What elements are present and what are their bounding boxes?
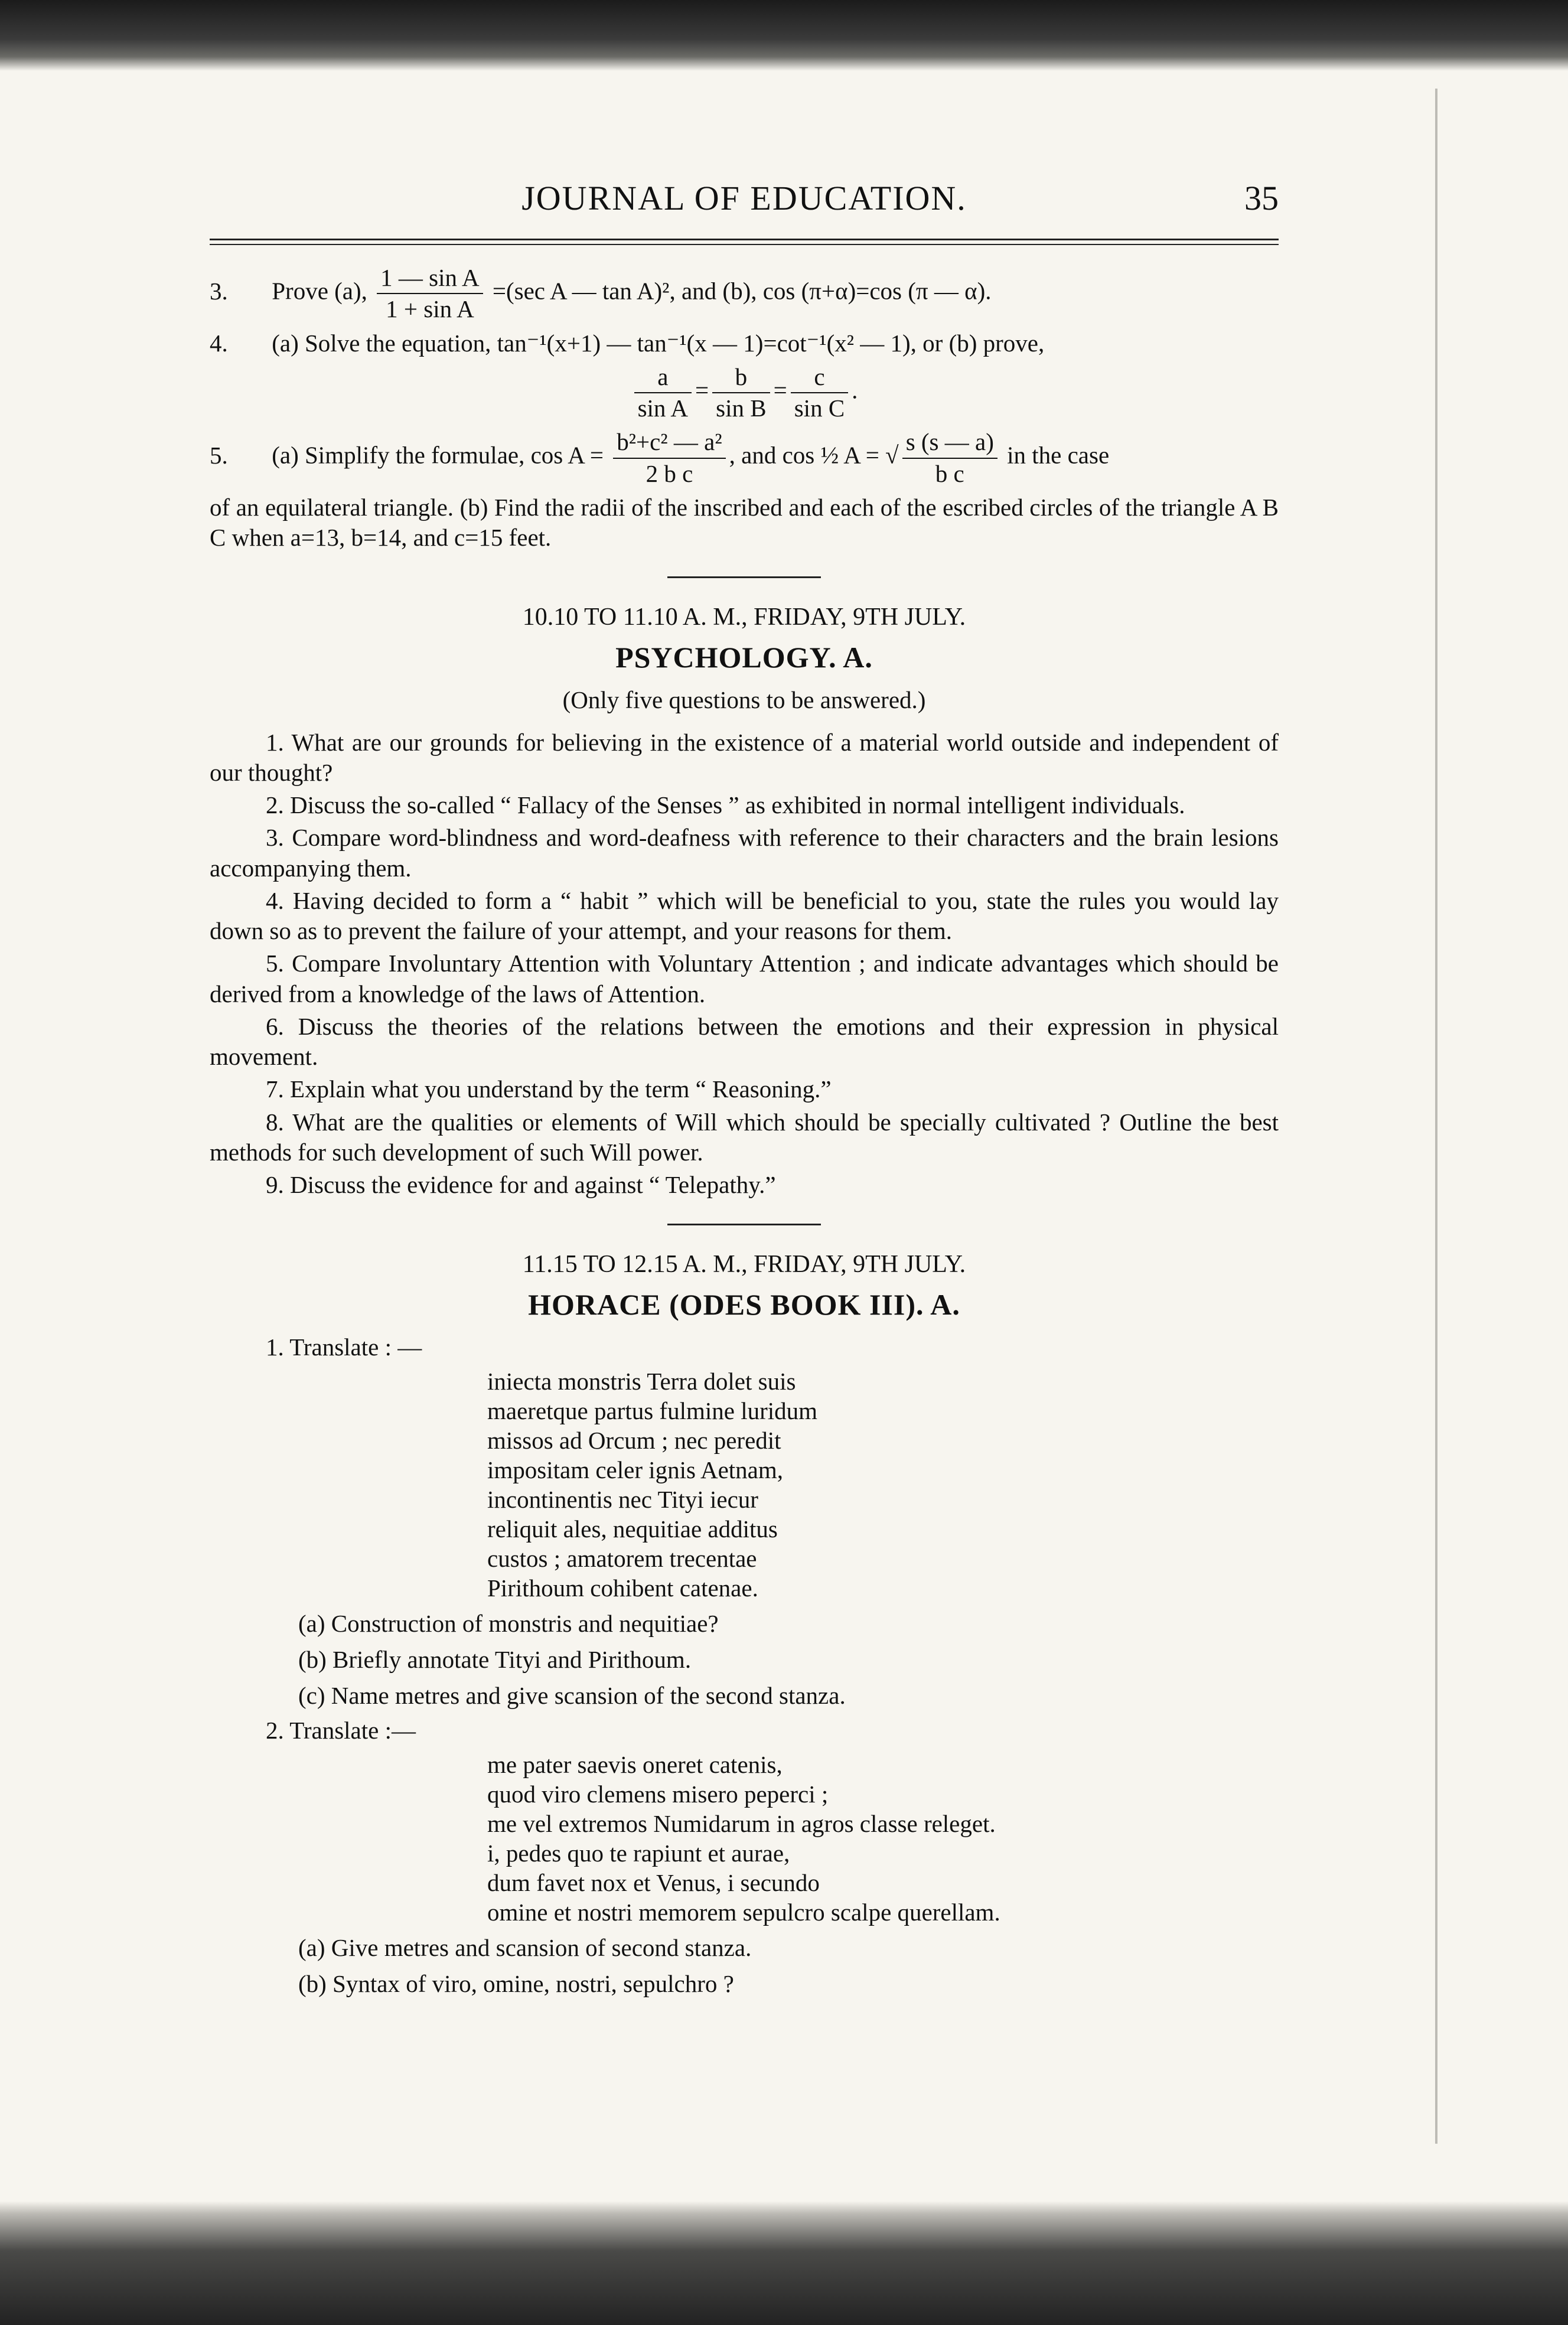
math-question-4: 4. (a) Solve the equation, tan⁻¹(x+1) — tan⁻¹(x — 1)=cot⁻¹(x² — 1), or (b) prove, — [210, 329, 1045, 357]
section-divider — [667, 576, 821, 578]
binding-margin — [1435, 89, 1437, 2144]
horace-question-2-label: 2. Translate :— — [266, 1717, 416, 1744]
document-page — [210, 177, 1279, 2001]
section-divider — [667, 1224, 821, 1225]
list-item: 3. Compare word-blindness and word-deafness with reference to their characters and the brain lesions accompanying them. — [210, 824, 1279, 882]
list-item: 7. Explain what you understand by the term “ Reasoning.” — [266, 1075, 832, 1103]
horace-time: 11.15 TO 12.15 A. M., FRIDAY, 9TH JULY. — [522, 1251, 966, 1279]
verse-line: dum favet nox et Venus, i secundo — [487, 1869, 820, 1896]
scan-edge-top — [0, 0, 1568, 71]
fraction: $\frac{\text{1 — sin A}}{\text{1 + sin A}}$ — [377, 263, 483, 325]
list-item: 1. What are our grounds for believing in the existence of a material world outside and independent of our thought? — [210, 728, 1279, 786]
psychology-note: (Only five questions to be answered.) — [562, 686, 926, 714]
verse-line: i, pedes quo te rapiunt et aurae, — [487, 1839, 790, 1867]
psychology-time: 10.10 TO 11.10 A. M., FRIDAY, 9TH JULY. — [522, 604, 966, 631]
verse-line: omine et nostri memorem sepulcro scalpe querellam. — [487, 1898, 1000, 1926]
list-item: 2. Discuss the so-called “ Fallacy of the Senses ” as exhibited in normal intelligent individuals. — [266, 791, 1185, 819]
verse-line: missos ad Orcum ; nec peredit — [487, 1426, 781, 1454]
header-rule — [210, 239, 1279, 245]
horace-title: HORACE (ODES BOOK III). A. — [528, 1287, 960, 1321]
verse-line: incontinentis nec Tityi iecur — [487, 1485, 758, 1513]
horace-verse-2 — [487, 1750, 1279, 1927]
list-item: 8. What are the qualities or elements of Will which should be specially cultivated ? Outline the best methods for such development of such Will power. — [210, 1108, 1279, 1166]
verse-line: custos ; amatorem trecentae — [487, 1544, 757, 1572]
horace-verse-1 — [487, 1367, 1279, 1603]
sub-question: (a) Give metres and scansion of second stanza. — [298, 1933, 752, 1961]
verse-line: iniecta monstris Terra dolet suis — [487, 1367, 796, 1395]
sub-question: (b) Syntax of viro, omine, nostri, sepulchro ? — [298, 1969, 734, 1997]
psychology-questions — [210, 728, 1279, 1201]
math-question-3: 3. Prove (a), $\frac{\text{1 — sin A}}{\text{1 + sin A}}$ =(sec A — tan A)², and (b), cos (π+α)=cos (π — α). — [210, 263, 1279, 325]
verse-line: me pater saevis oneret catenis, — [487, 1750, 783, 1778]
sub-question: (a) Construction of monstris and nequitiae? — [298, 1609, 719, 1637]
scan-edge-bottom — [0, 2201, 1568, 2325]
list-item: 5. Compare Involuntary Attention with Voluntary Attention ; and indicate advantages which should be derived from a knowledge of the laws of Attention. — [210, 950, 1279, 1007]
math-question-5-continued: of an equilateral triangle. (b) Find the radii of the inscribed and each of the escribed circles of the triangle A B C when a=13, b=14, and c=15 feet. — [210, 493, 1279, 551]
running-header — [210, 177, 1279, 230]
verse-line: Pirithoum cohibent catenae. — [487, 1574, 758, 1602]
horace-question-1-label: 1. Translate : — — [266, 1333, 422, 1361]
sub-question: (c) Name metres and give scansion of the second stanza. — [298, 1682, 846, 1710]
sub-question: (b) Briefly annotate Tityi and Pirithoum. — [298, 1645, 692, 1673]
verse-line: reliquit ales, nequitiae additus — [487, 1515, 778, 1543]
page-number: 35 — [1244, 179, 1279, 217]
verse-line: impositam celer ignis Aetnam, — [487, 1456, 784, 1483]
verse-line: me vel extremos Numidarum in agros classe releget. — [487, 1809, 996, 1837]
journal-title: JOURNAL OF EDUCATION. — [521, 179, 967, 217]
psychology-title: PSYCHOLOGY. A. — [615, 640, 873, 674]
verse-line: maeretque partus fulmine luridum — [487, 1397, 818, 1424]
list-item: 9. Discuss the evidence for and against “ Telepathy.” — [266, 1171, 776, 1198]
verse-line: quod viro clemens misero peperci ; — [487, 1780, 829, 1808]
list-item: 6. Discuss the theories of the relations between the emotions and their expression in physical movement. — [210, 1012, 1279, 1070]
math-question-5: 5. (a) Simplify the formulae, cos A = $\frac{\text{b²+c² — a²}}{\text{2 b c}}$ , and cos ½ A = √ $\frac{s (s — a)}{\text{b c}}$ in the case — [210, 428, 1110, 487]
sine-rule-equation: $\frac{a}{\text{sin A}}$ = $\frac{b}{\text{sin B}}$ = $\frac{c}{\text{sin C}}$ . — [210, 362, 1279, 424]
list-item: 4. Having decided to form a “ habit ” which will be beneficial to you, state the rules you would lay down so as to prevent the failure of your attempt, and your reasons for them. — [210, 886, 1279, 944]
